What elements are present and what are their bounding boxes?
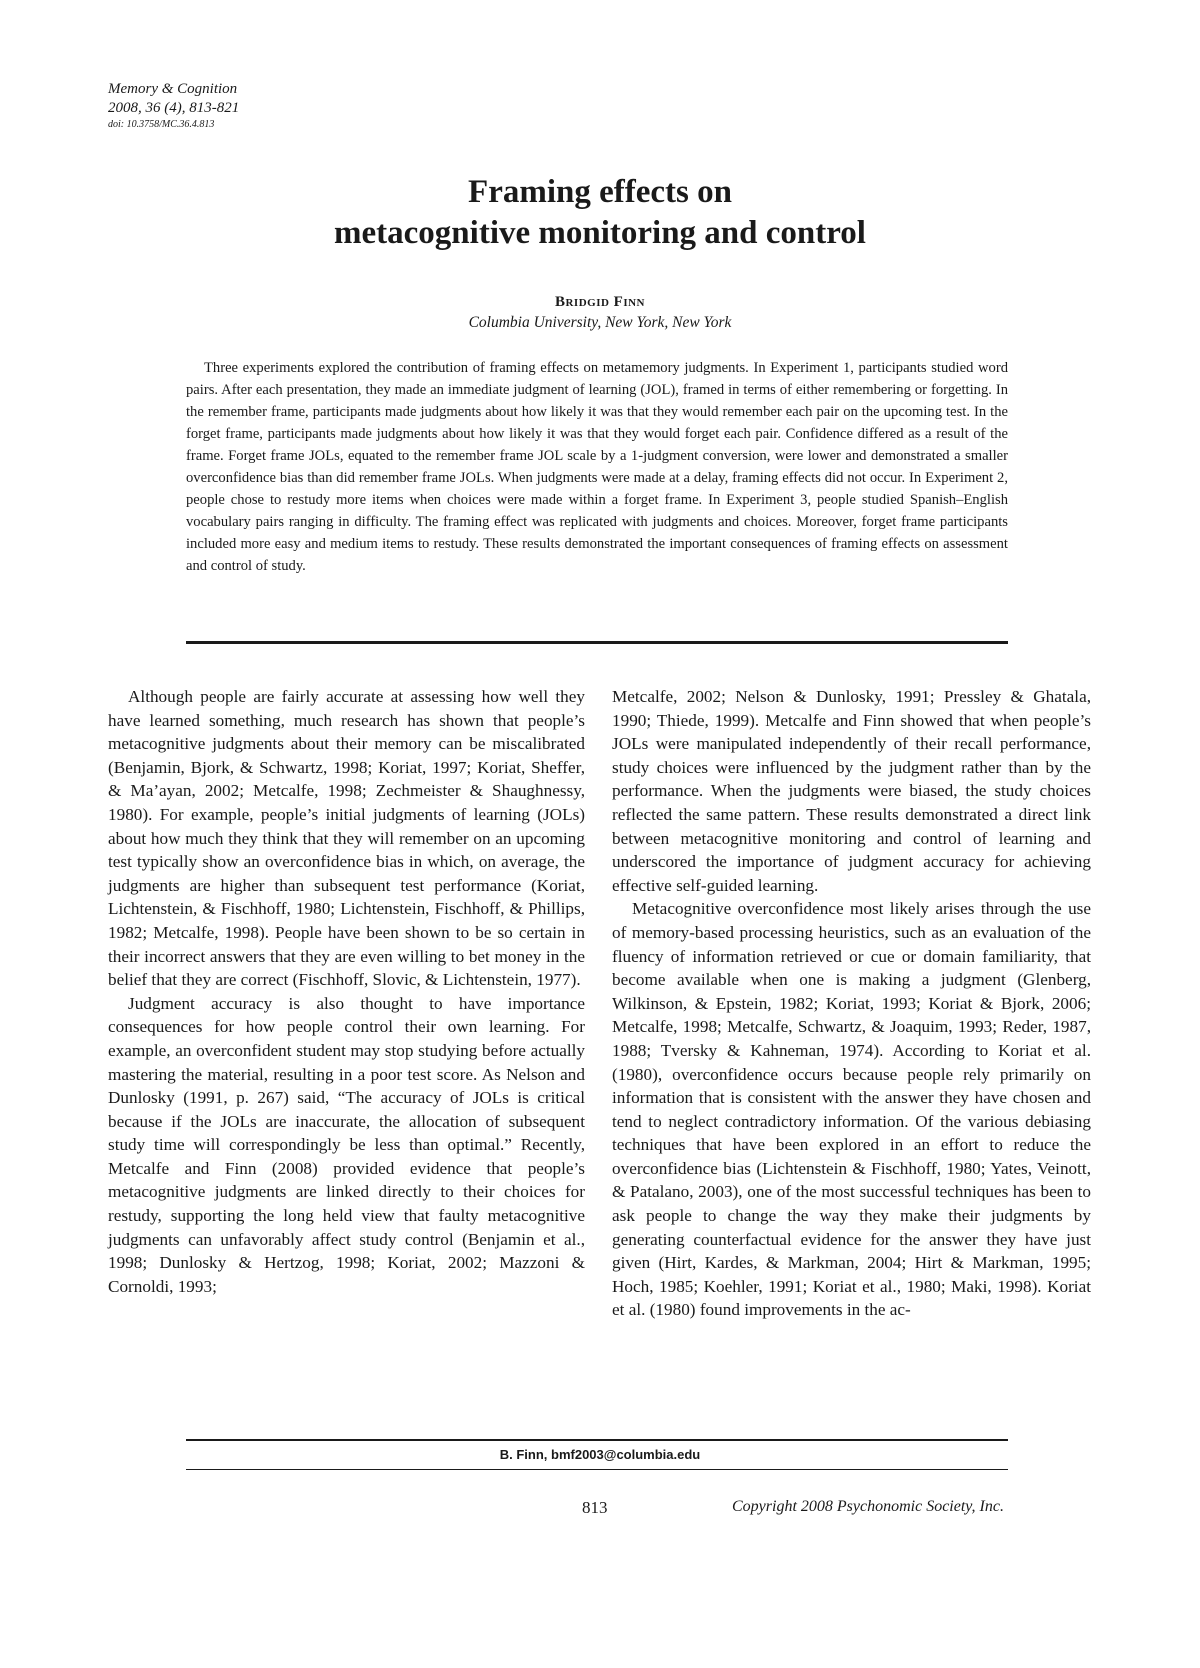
body-paragraph: Metacognitive overconfidence most likely arises through the use of memory-based processing heuristics, such as an evaluation of the fluency of information retrieved or cue or domain familiarity, that become available when one is making a judgment (Glenberg, Wilkinson, & Epstein, 1982; Koriat, 1993; Koriat & Bjork, 2006; Metcalfe, 1998; Metcalfe, Schwartz, & Joaquim, 1993; Reder, 1987, 1988; Tversky & Kahneman, 1974). According to Koriat et al. (1980), overconfidence occurs because people rely primarily on information that is consistent with the answer they have chosen and tend to neglect contradictory information. Of the various debiasing techniques that have been explored in an effort to reduce the overconfidence bias (Lichtenstein & Fischhoff, 1980; Yates, Veinott, & Patalano, 2003), one of the most successful techniques has been to ask people to change the way they make their judgments by generating counterfactual evidence for the answer they have just given (Hirt, Kardes, & Markman, 2004; Hirt & Markman, 1995; Hoch, 1985; Koehler, 1991; Koriat et al., 1980; Maki, 1998). Koriat et al. (1980) found improvements in the ac- (612, 899, 1091, 1320)
body-paragraph: Judgment accuracy is also thought to have importance consequences for how people control their own learning. For example, an overconfident student may stop studying before actually mastering the material, resulting in a poor test score. As Nelson and Dunlosky (1991, p. 267) said, “The accuracy of JOLs is critical because if the JOLs are inaccurate, the allocation of subsequent study time will correspondingly be less than optimal.” Recently, Metcalfe and Finn (2008) provided evidence that people’s metacognitive judgments are linked directly to their choices for restudy, supporting the long held view that faulty metacognitive judgments can unfavorably affect study control (Benjamin et al., 1998; Dunlosky & Hertzog, 1998; Koriat, 2002; Mazzoni & Cornoldi, 1993; (108, 993, 585, 1296)
paper-title (0, 172, 1200, 254)
author-contact: B. Finn, bmf2003@columbia.edu (499, 1447, 701, 1462)
footnote-divider-bottom (186, 1469, 1008, 1470)
journal-doi: doi: 10.3758/MC.36.4.813 (108, 119, 215, 130)
author-name: Bridgid Finn (554, 294, 646, 310)
body-paragraph: Although people are fairly accurate at assessing how well they have learned something, much research has shown that people’s metacognitive judgments about their memory can be miscalibrated (Benjamin, Bjork, & Schwartz, 1998; Koriat, 1997; Koriat, Sheffer, & Ma’ayan, 2002; Metcalfe, 1998; Zechmeister & Shaughnessy, 1980). For example, people’s initial judgments of learning (JOLs) about how much they think that they will remember on an upcoming test typically show an overconfidence bias in which, on average, the judgments are higher than subsequent test performance (Koriat, Lichtenstein, & Fischhoff, 1980; Lichtenstein, Fischhoff, & Phillips, 1982; Metcalfe, 1998). People have been shown to be so certain in their incorrect answers that they are even willing to bet money in the belief that they are correct (Fischhoff, Slovic, & Lichtenstein, 1977). (108, 687, 585, 990)
abstract: Three experiments explored the contribution of framing effects on metamemory judgments. In Experiment 1, participants studied word pairs. After each presentation, they made an immediate judgment of learning (JOL), framed in terms of either remembering or forgetting. In the remember frame, participants made judgments about how likely it was that they would remember each pair on the upcoming test. In the forget frame, participants made judgments about how likely it was that they would forget each pair. Confidence differed as a result of the frame. Forget frame JOLs, equated to the remember frame JOL scale by a 1-judgment conversion, were lower and demonstrated a smaller overconfidence bias than did remember frame JOLs. When judgments were made at a delay, framing effects did not occur. In Experiment 2, people chose to restudy more items when choices were made within a forget frame. In Experiment 3, people studied Spanish–English vocabulary pairs ranging in difficulty. The framing effect was replicated with judgments and choices. Moreover, forget frame participants included more easy and medium items to restudy. These results demonstrated the important consequences of framing effects on assessment and control of study. (186, 360, 1008, 574)
abstract-divider (186, 641, 1008, 644)
journal-citation: 2008, 36 (4), 813-821 (108, 100, 240, 116)
author-affiliation: Columbia University, New York, New York (468, 314, 732, 331)
journal-header (108, 80, 239, 131)
body-paragraph-continued: Metcalfe, 2002; Nelson & Dunlosky, 1991; Pressley & Ghatala, 1990; Thiede, 1999). Metcalfe and Finn showed that when people’s JOLs were manipulated independently of their recall performance, study choices were influenced by the judgment rather than by the performance. When the judgments were biased, the study choices reflected the same pattern. These results demonstrated a direct link between metacognitive monitoring and control of learning and underscored the importance of judgment accuracy for achieving effective self-guided learning. (612, 687, 1091, 895)
footnote-divider-top (186, 1439, 1008, 1441)
paper-title-line-1: Framing effects on (468, 174, 732, 210)
body-column-left (108, 685, 585, 1298)
journal-name: Memory & Cognition (108, 81, 238, 97)
copyright-notice: Copyright 2008 Psychonomic Society, Inc. (732, 1498, 1004, 1515)
body-column-right (612, 685, 1091, 1322)
paper-title-line-2: metacognitive monitoring and control (334, 215, 866, 251)
page-number: 813 (582, 1498, 608, 1517)
